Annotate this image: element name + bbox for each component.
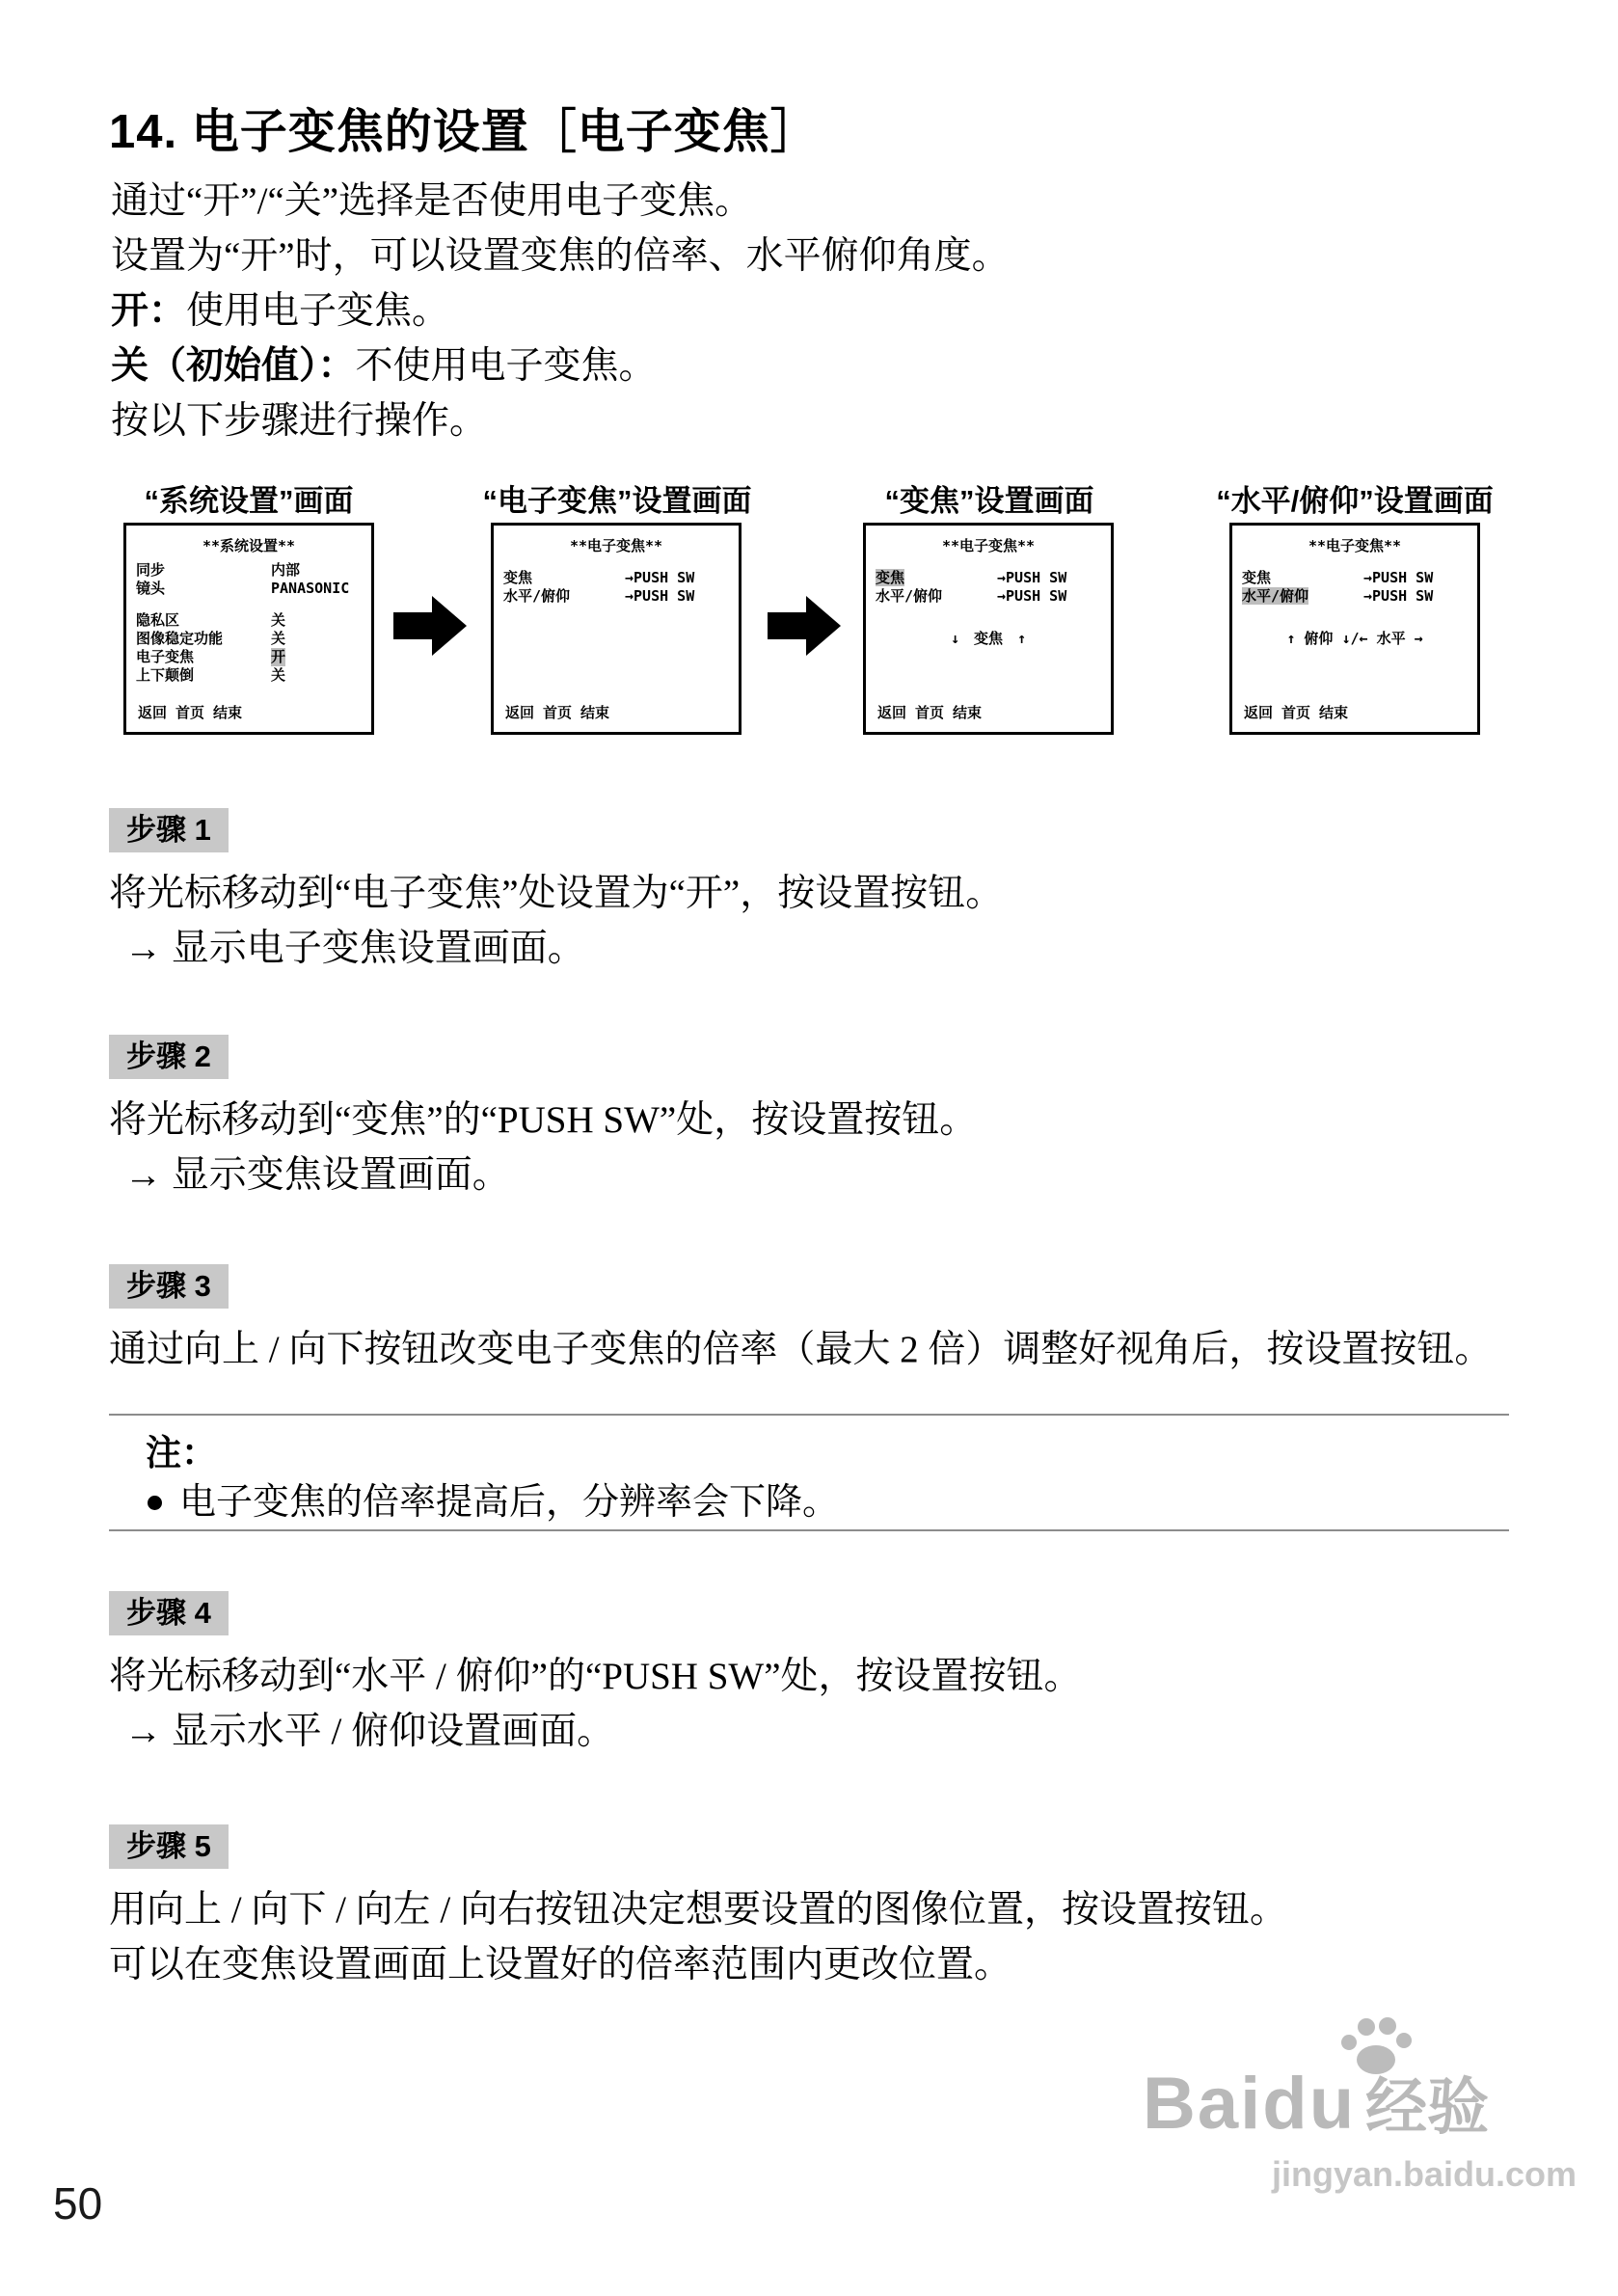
screen-ezoom-settings [491, 523, 742, 735]
arrow-right-icon [393, 596, 467, 656]
osd-row: 水平/俯仰 →PUSH SW [876, 587, 1067, 605]
osd-footer-menu: 返回 首页 结束 [877, 704, 983, 721]
osd-footer-menu: 返回 首页 结束 [138, 704, 243, 721]
note-label: 注： [146, 1433, 217, 1472]
page-number: 50 [53, 2178, 103, 2228]
osd-title: **系统设置** [202, 537, 296, 554]
cursor-highlight: 开 [271, 648, 286, 665]
osd-row-pan-tilt-cursor: 水平/俯仰 →PUSH SW [1242, 587, 1434, 605]
step-2 [109, 1035, 1517, 1202]
osd-row: 变焦 →PUSH SW [1242, 569, 1434, 586]
step-2-instruction: 将光标移动到“变焦”的“PUSH SW”处，按设置按钮。 [109, 1099, 978, 1141]
screen-label-system: “系统设置”画面 [144, 484, 354, 518]
step-5-note: 可以在变焦设置画面上设置好的倍率范围内更改位置。 [109, 1944, 1012, 1985]
note-box [109, 1414, 1509, 1531]
osd-footer-menu: 返回 首页 结束 [1244, 704, 1349, 721]
step-2-badge: 步骤 2 [109, 1035, 229, 1079]
osd-row-zoom-cursor: 变焦 →PUSH SW [876, 569, 1067, 586]
step-4-instruction: 将光标移动到“水平 / 俯仰”的“PUSH SW”处，按设置按钮。 [109, 1656, 1082, 1697]
step-1 [109, 808, 1517, 976]
watermark-brand: Baidu [1143, 2063, 1357, 2145]
osd-footer-menu: 返回 首页 结束 [505, 704, 610, 721]
osd-row: 图像稳定功能 关 [136, 630, 286, 647]
osd-row-ezoom-cursor: 电子变焦 开 [136, 648, 286, 665]
cursor-highlight: 变焦 [876, 569, 905, 586]
screen-zoom-setting [863, 523, 1114, 735]
watermark-brand-cn: 经验 [1365, 2072, 1490, 2142]
watermark-brand-row [1143, 2058, 1489, 2147]
intro-paragraphs [111, 174, 1010, 448]
osd-row: 同步 内部 [136, 561, 301, 579]
step-3 [109, 1264, 1517, 1377]
osd-zoom-control-hint: ↓ 变焦 ↑ [950, 630, 1027, 647]
step-1-badge: 步骤 1 [109, 808, 229, 852]
osd-row: 水平/俯仰 →PUSH SW [503, 587, 695, 605]
osd-row: 上下颠倒 关 [136, 666, 286, 684]
step-4-badge: 步骤 4 [109, 1591, 229, 1635]
osd-title: **电子变焦** [1308, 537, 1402, 554]
page-title: 14. 电子变焦的设置［电子变焦］ [109, 106, 819, 158]
step-5-badge: 步骤 5 [109, 1824, 229, 1869]
intro-line: 通过“开”/“关”选择是否使用电子变焦。 [111, 180, 753, 222]
step-5-instruction: 用向上 / 向下 / 向左 / 向右按钮决定想要设置的图像位置，按设置按钮。 [109, 1889, 1288, 1931]
osd-row: 隐私区 关 [136, 611, 286, 629]
intro-line: 设置为“开”时，可以设置变焦的倍率、水平俯仰角度。 [111, 235, 1010, 277]
screen-label-zoom: “变焦”设置画面 [884, 484, 1094, 518]
step-4 [109, 1591, 1517, 1759]
intro-line: 开：使用电子变焦。 [111, 290, 450, 332]
screen-system-settings [123, 523, 374, 735]
screen-pan-tilt-setting [1229, 523, 1480, 735]
step-3-badge: 步骤 3 [109, 1264, 229, 1309]
screen-label-pan-tilt: “水平/俯仰”设置画面 [1216, 484, 1494, 518]
osd-title: **电子变焦** [569, 537, 663, 554]
cursor-highlight: 水平/俯仰 [1242, 587, 1309, 605]
step-2-result: → 显示变焦设置画面。 [124, 1154, 510, 1196]
osd-row: 镜头 PANASONIC [136, 580, 350, 597]
osd-title: **电子变焦** [941, 537, 1036, 554]
note-item [146, 1477, 1509, 1527]
arrow-right-icon [768, 596, 841, 656]
intro-line: 关（初始值）：不使用电子变焦。 [111, 345, 657, 387]
step-5 [109, 1824, 1517, 1992]
step-3-instruction: 通过向上 / 向下按钮改变电子变焦的倍率（最大 2 倍）调整好视角后，按设置按钮。 [109, 1329, 1493, 1370]
step-4-result: → 显示水平 / 俯仰设置画面。 [124, 1711, 615, 1752]
note-text: 电子变焦的倍率提高后，分辨率会下降。 [179, 1482, 840, 1523]
bullet-icon [148, 1496, 162, 1510]
step-1-result: → 显示电子变焦设置画面。 [124, 928, 585, 969]
screen-label-ezoom: “电子变焦”设置画面 [482, 484, 752, 518]
osd-row: 变焦 →PUSH SW [503, 569, 695, 586]
intro-line: 按以下步骤进行操作。 [111, 400, 488, 442]
osd-pan-tilt-control-hint: ↑ 俯仰 ↓/← 水平 → [1286, 630, 1423, 647]
watermark-url: jingyan.baidu.com [1271, 2154, 1577, 2194]
step-1-instruction: 将光标移动到“电子变焦”处设置为“开”，按设置按钮。 [109, 873, 1004, 914]
